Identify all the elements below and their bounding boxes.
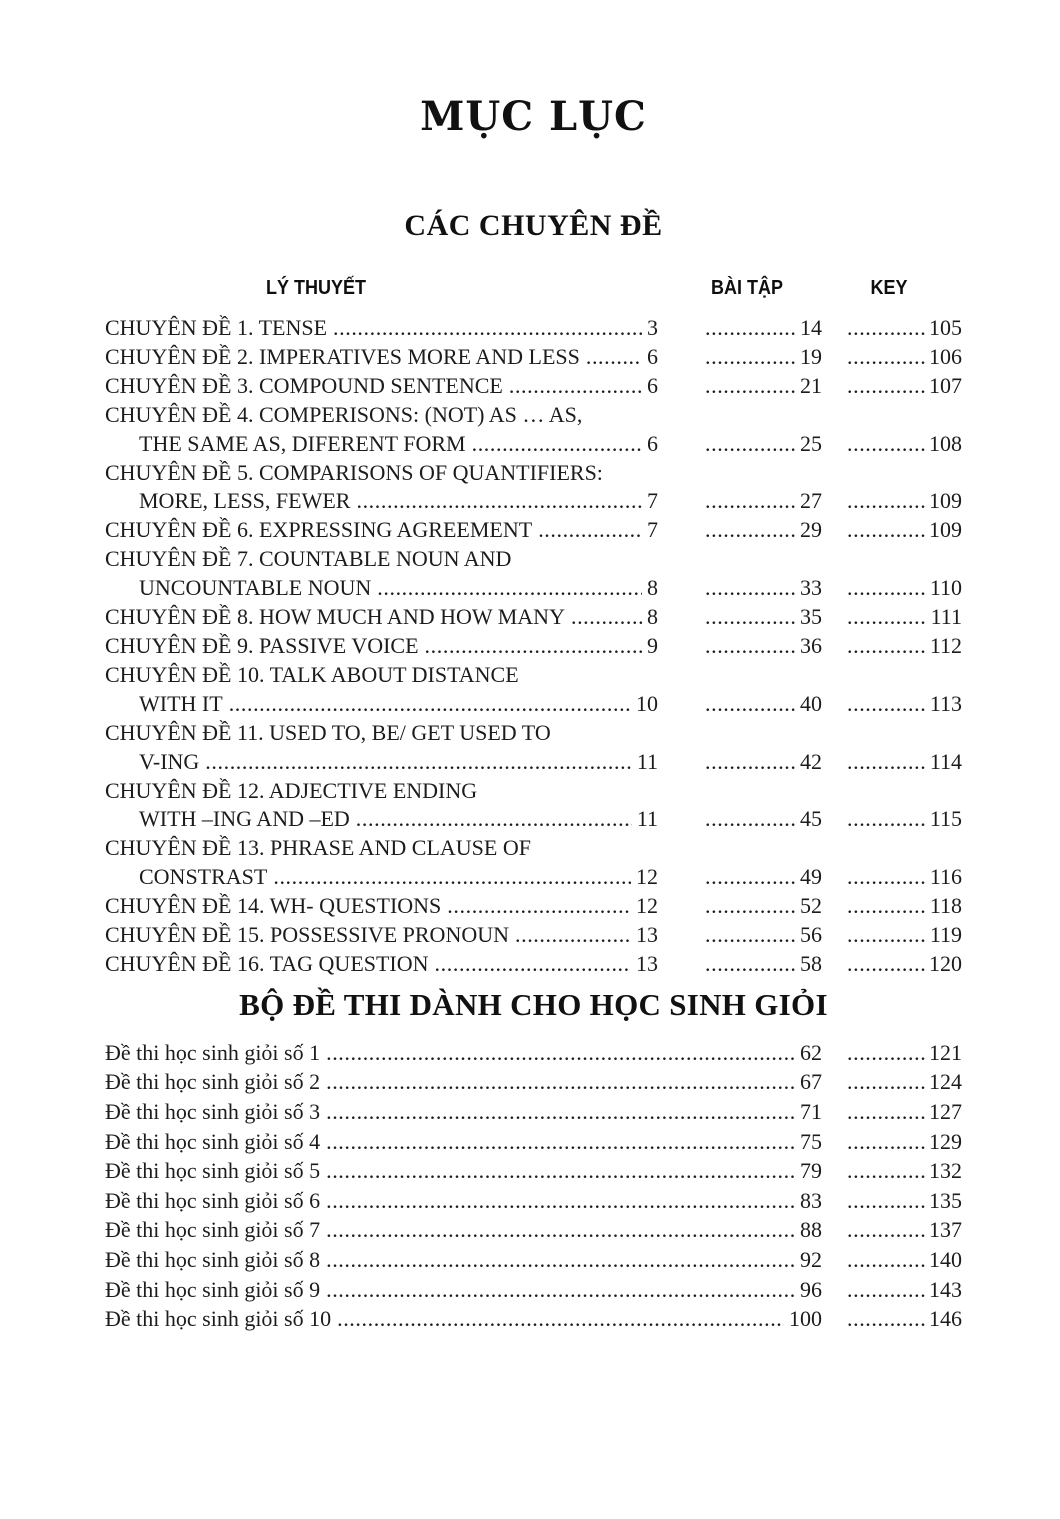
dot-leader (847, 1156, 925, 1186)
exam-page-number: 92 (800, 1247, 822, 1272)
dot-leader (847, 1097, 925, 1127)
exam-entry-text: Đề thi học sinh giỏi số 9 (105, 1276, 321, 1302)
column-header-ly-thuyet: LÝ THUYẾT (265, 277, 367, 299)
key-cell (847, 372, 962, 401)
dot-leader (705, 314, 796, 343)
exam-page-number: 62 (800, 1039, 822, 1065)
dot-leader (326, 1186, 795, 1216)
dot-leader (586, 343, 642, 372)
bai-tap-page-number: 29 (800, 517, 822, 543)
dot-leader (847, 314, 925, 343)
key-cell (847, 632, 962, 661)
dot-leader (847, 574, 926, 603)
key-page-number: 120 (929, 950, 962, 976)
dot-leader (847, 430, 925, 459)
dot-leader (847, 1127, 925, 1157)
dot-leader (571, 603, 642, 632)
toc-entry-title-line: CHUYÊN ĐỀ 12. ADJECTIVE ENDING (105, 777, 478, 803)
exam-entry-leader-line (105, 1275, 822, 1305)
bai-tap-page-number: 45 (800, 806, 822, 832)
key-cell (847, 1245, 962, 1275)
key-page-number: 115 (929, 806, 962, 832)
toc-entry-text: CHUYÊN ĐỀ 14. WH- QUESTIONS (105, 893, 442, 919)
exam-page-number: 83 (800, 1187, 822, 1213)
bai-tap-cell (705, 690, 822, 719)
key-page-number: 121 (929, 1039, 962, 1065)
toc-entry-leader-line (105, 690, 658, 719)
dot-leader (705, 748, 796, 777)
bai-tap-page-number: 40 (800, 690, 822, 716)
exam-page-number: 75 (800, 1128, 822, 1154)
dot-leader (435, 950, 631, 979)
bai-tap-cell (705, 892, 822, 921)
key-cell (847, 805, 962, 834)
dot-leader (425, 632, 642, 661)
dot-leader (705, 863, 796, 892)
toc-entry-leader-line (105, 574, 658, 603)
toc-entry-leader-line (105, 892, 658, 921)
toc-entry (105, 892, 962, 921)
bai-tap-page-number: 14 (800, 315, 822, 340)
toc-entry-text: CONSTRAST (139, 864, 268, 890)
dot-leader (705, 343, 796, 372)
bai-tap-cell (705, 603, 822, 632)
dot-leader (847, 1215, 925, 1245)
key-cell (847, 1097, 962, 1127)
section1-heading: CÁC CHUYÊN ĐỀ (404, 209, 663, 242)
toc-entry-text: WITH –ING AND –ED (139, 806, 350, 832)
ly-thuyet-page-number: 11 (636, 806, 658, 832)
dot-leader (205, 748, 632, 777)
toc-entry-leader-line (105, 632, 658, 661)
bai-tap-cell (705, 805, 822, 834)
exam-entry-text: Đề thi học sinh giỏi số 10 (105, 1306, 332, 1332)
key-page-number: 146 (929, 1306, 962, 1332)
dot-leader (847, 1304, 925, 1334)
key-cell (847, 314, 962, 343)
exam-entry-leader-line (105, 1304, 822, 1334)
dot-leader (356, 805, 632, 834)
toc-entry-text: CHUYÊN ĐỀ 3. COMPOUND SENTENCE (105, 372, 503, 398)
dot-leader (847, 1038, 925, 1068)
key-cell (847, 516, 962, 545)
key-cell (847, 1304, 962, 1334)
key-cell (847, 1038, 962, 1068)
dot-leader (705, 632, 796, 661)
toc-entry-main-cell (105, 950, 658, 979)
toc-entry-text: THE SAME AS, DIFERENT FORM (139, 430, 466, 456)
exam-entry (105, 1275, 962, 1305)
dot-leader (705, 892, 796, 921)
exam-entry-text: Đề thi học sinh giỏi số 5 (105, 1158, 321, 1184)
toc-entry-text: CHUYÊN ĐỀ 16. TAG QUESTION (105, 950, 429, 976)
bai-tap-page-number: 42 (800, 748, 822, 774)
exam-entry-leader-line (105, 1127, 822, 1157)
toc-entry-main-cell (105, 921, 658, 950)
key-cell (847, 690, 962, 719)
key-cell (847, 892, 962, 921)
dot-leader (847, 892, 926, 921)
toc-entry-text: V-ING (139, 748, 200, 774)
toc-entry-main-cell (105, 892, 658, 921)
key-cell (847, 574, 962, 603)
key-page-number: 127 (929, 1099, 962, 1125)
dot-leader (326, 1127, 795, 1157)
toc-entry-text: CHUYÊN ĐỀ 6. EXPRESSING AGREEMENT (105, 517, 533, 543)
key-page-number: 114 (929, 748, 962, 774)
dot-leader (847, 372, 925, 401)
key-cell (847, 1186, 962, 1216)
toc-entry-text: CHUYÊN ĐỀ 15. POSSESSIVE PRONOUN (105, 922, 509, 948)
toc-entry-main-cell (105, 632, 658, 661)
toc-entry-leader-line (105, 921, 658, 950)
dot-leader (705, 430, 796, 459)
exam-page-number: 88 (800, 1217, 822, 1243)
dot-leader (377, 574, 642, 603)
ly-thuyet-page-number: 8 (647, 575, 658, 601)
dot-leader (229, 690, 631, 719)
toc-entry-main-cell (105, 372, 658, 401)
dot-leader (538, 516, 642, 545)
ly-thuyet-page-number: 9 (647, 632, 658, 658)
exam-entry-main-cell (105, 1097, 822, 1127)
key-page-number: 124 (929, 1069, 962, 1095)
exam-entry-leader-line (105, 1186, 822, 1216)
exam-entry-main-cell (105, 1275, 822, 1305)
toc-entry-main-cell (105, 545, 658, 603)
bai-tap-page-number: 49 (800, 864, 822, 890)
exam-entry-leader-line (105, 1215, 822, 1245)
dot-leader (326, 1038, 795, 1068)
exam-entry (105, 1245, 962, 1275)
key-page-number: 135 (929, 1187, 962, 1213)
key-page-number: 129 (929, 1128, 962, 1154)
bai-tap-cell (705, 487, 822, 516)
toc-entry-title-line: CHUYÊN ĐỀ 11. USED TO, BE/ GET USED TO (105, 719, 551, 745)
dot-leader (847, 343, 925, 372)
ly-thuyet-page-number: 7 (647, 488, 658, 514)
de-thi-list (105, 1038, 962, 1334)
dot-leader (472, 430, 642, 459)
ly-thuyet-page-number: 8 (647, 604, 658, 630)
exam-entry-main-cell (105, 1067, 822, 1097)
key-page-number: 109 (929, 488, 962, 514)
toc-entry (105, 372, 962, 401)
exam-entry-leader-line (105, 1245, 822, 1275)
dot-leader (705, 805, 796, 834)
exam-entry-main-cell (105, 1127, 822, 1157)
toc-entry-leader-line (105, 430, 658, 459)
chuyen-de-list (105, 314, 962, 979)
exam-entry (105, 1304, 962, 1334)
dot-leader (326, 1067, 795, 1097)
toc-entry-title-line: CHUYÊN ĐỀ 7. COUNTABLE NOUN AND (105, 546, 512, 572)
toc-entry (105, 545, 962, 603)
page-title: MỤC LỤC (420, 93, 647, 140)
bai-tap-cell (705, 372, 822, 401)
key-page-number: 118 (929, 893, 962, 919)
dot-leader (847, 1245, 925, 1275)
dot-leader (326, 1097, 795, 1127)
key-page-number: 107 (929, 372, 962, 398)
toc-entry-main-cell (105, 343, 658, 372)
toc-entry-leader-line (105, 805, 658, 834)
toc-entry (105, 950, 962, 979)
toc-entry-main-cell (105, 719, 658, 777)
exam-entry (105, 1215, 962, 1245)
dot-leader (515, 921, 631, 950)
exam-entry-main-cell (105, 1304, 822, 1334)
dot-leader (847, 950, 925, 979)
exam-entry-text: Đề thi học sinh giỏi số 2 (105, 1069, 321, 1095)
dot-leader (326, 1245, 795, 1275)
dot-leader (705, 921, 796, 950)
toc-entry (105, 921, 962, 950)
toc-entry (105, 777, 962, 835)
ly-thuyet-page-number: 12 (636, 864, 658, 890)
dot-leader (326, 1156, 795, 1186)
bai-tap-cell (705, 516, 822, 545)
toc-entry-leader-line (105, 748, 658, 777)
toc-entry-title-line: CHUYÊN ĐỀ 4. COMPERISONS: (NOT) AS … AS, (105, 401, 583, 427)
toc-entry (105, 459, 962, 517)
dot-leader (273, 863, 631, 892)
toc-entry-text: CHUYÊN ĐỀ 8. HOW MUCH AND HOW MANY (105, 604, 565, 630)
bai-tap-cell (705, 950, 822, 979)
exam-entry-main-cell (105, 1215, 822, 1245)
dot-leader (705, 372, 796, 401)
dot-leader (847, 921, 926, 950)
key-cell (847, 1215, 962, 1245)
dot-leader (447, 892, 631, 921)
dot-leader (847, 516, 925, 545)
ly-thuyet-page-number: 6 (647, 372, 658, 398)
ly-thuyet-page-number: 3 (647, 315, 658, 340)
key-cell (847, 343, 962, 372)
bai-tap-page-number: 56 (800, 922, 822, 948)
key-page-number: 105 (929, 315, 962, 340)
toc-entry-title-line: CHUYÊN ĐỀ 10. TALK ABOUT DISTANCE (105, 661, 519, 687)
bai-tap-cell (705, 314, 822, 343)
toc-entry-leader-line (105, 314, 658, 343)
dot-leader (326, 1215, 795, 1245)
key-cell (847, 1067, 962, 1097)
exam-entry (105, 1156, 962, 1186)
toc-entry (105, 314, 962, 343)
bai-tap-page-number: 35 (800, 604, 822, 630)
bai-tap-page-number: 25 (800, 430, 822, 456)
exam-entry-main-cell (105, 1186, 822, 1216)
column-headers (105, 276, 962, 300)
bai-tap-page-number: 52 (800, 893, 822, 919)
dot-leader (705, 574, 796, 603)
toc-entry-main-cell (105, 401, 658, 459)
key-cell (847, 748, 962, 777)
key-page-number: 112 (929, 632, 962, 658)
toc-entry-leader-line (105, 950, 658, 979)
exam-entry-main-cell (105, 1038, 822, 1068)
exam-entry (105, 1038, 962, 1068)
toc-entry-title-line: CHUYÊN ĐỀ 13. PHRASE AND CLAUSE OF (105, 835, 531, 861)
column-header-key: KEY (870, 277, 908, 299)
ly-thuyet-page-number: 13 (636, 950, 658, 976)
ly-thuyet-page-number: 11 (636, 748, 658, 774)
dot-leader (356, 487, 642, 516)
toc-entry-leader-line (105, 863, 658, 892)
dot-leader (847, 748, 926, 777)
toc-entry (105, 603, 962, 632)
exam-entry-text: Đề thi học sinh giỏi số 7 (105, 1217, 321, 1243)
dot-leader (847, 603, 927, 632)
key-page-number: 106 (929, 343, 962, 369)
key-cell (847, 603, 962, 632)
bai-tap-cell (705, 748, 822, 777)
ly-thuyet-page-number: 6 (647, 343, 658, 369)
bai-tap-cell (705, 863, 822, 892)
bai-tap-cell (705, 430, 822, 459)
exam-entry-text: Đề thi học sinh giỏi số 6 (105, 1187, 321, 1213)
ly-thuyet-page-number: 7 (647, 517, 658, 543)
exam-entry-main-cell (105, 1245, 822, 1275)
key-page-number: 113 (929, 690, 962, 716)
key-cell (847, 1156, 962, 1186)
toc-entry-main-cell (105, 834, 658, 892)
key-cell (847, 487, 962, 516)
toc-entry (105, 834, 962, 892)
toc-entry-main-cell (105, 777, 658, 835)
exam-entry-text: Đề thi học sinh giỏi số 8 (105, 1247, 321, 1272)
exam-entry-text: Đề thi học sinh giỏi số 1 (105, 1039, 321, 1065)
key-page-number: 132 (929, 1158, 962, 1184)
dot-leader (705, 487, 796, 516)
section2-heading: BỘ ĐỀ THI DÀNH CHO HỌC SINH GIỎI (239, 986, 828, 1022)
exam-entry-main-cell (105, 1156, 822, 1186)
exam-page-number: 79 (800, 1158, 822, 1184)
toc-entry-leader-line (105, 372, 658, 401)
toc-entry-main-cell (105, 516, 658, 545)
dot-leader (847, 690, 926, 719)
dot-leader (847, 1275, 925, 1305)
bai-tap-page-number: 33 (800, 575, 822, 601)
toc-entry-text: MORE, LESS, FEWER (139, 488, 351, 514)
toc-entry (105, 661, 962, 719)
dot-leader (847, 863, 926, 892)
dot-leader (326, 1275, 795, 1305)
toc-entry-text: CHUYÊN ĐỀ 1. TENSE (105, 315, 328, 340)
exam-entry-text: Đề thi học sinh giỏi số 3 (105, 1099, 321, 1125)
key-cell (847, 430, 962, 459)
key-cell (847, 863, 962, 892)
toc-entry-leader-line (105, 603, 658, 632)
toc-content (105, 93, 962, 1334)
dot-leader (847, 632, 926, 661)
bai-tap-cell (705, 632, 822, 661)
dot-leader (705, 516, 796, 545)
bai-tap-cell (705, 921, 822, 950)
toc-entry-main-cell (105, 661, 658, 719)
bai-tap-cell (705, 343, 822, 372)
toc-entry-leader-line (105, 516, 658, 545)
key-page-number: 116 (929, 864, 962, 890)
ly-thuyet-page-number: 10 (636, 690, 658, 716)
dot-leader (337, 1304, 784, 1334)
toc-entry-main-cell (105, 459, 658, 517)
bai-tap-page-number: 21 (800, 372, 822, 398)
bai-tap-page-number: 19 (800, 343, 822, 369)
exam-entry (105, 1097, 962, 1127)
toc-entry-text: CHUYÊN ĐỀ 9. PASSIVE VOICE (105, 632, 419, 658)
toc-entry-text: UNCOUNTABLE NOUN (139, 575, 372, 601)
exam-page-number: 67 (800, 1069, 822, 1095)
ly-thuyet-page-number: 13 (636, 922, 658, 948)
bai-tap-cell (705, 574, 822, 603)
dot-leader (847, 1067, 925, 1097)
exam-entry (105, 1067, 962, 1097)
key-page-number: 143 (929, 1276, 962, 1302)
dot-leader (705, 690, 796, 719)
toc-entry (105, 343, 962, 372)
key-cell (847, 921, 962, 950)
toc-entry (105, 401, 962, 459)
exam-entry (105, 1127, 962, 1157)
key-page-number: 140 (929, 1247, 962, 1272)
key-page-number: 109 (929, 517, 962, 543)
toc-entry (105, 632, 962, 661)
toc-entry (105, 516, 962, 545)
ly-thuyet-page-number: 12 (636, 893, 658, 919)
key-cell (847, 950, 962, 979)
dot-leader (509, 372, 642, 401)
key-page-number: 137 (929, 1217, 962, 1243)
toc-entry (105, 719, 962, 777)
toc-entry-leader-line (105, 487, 658, 516)
toc-entry-text: CHUYÊN ĐỀ 2. IMPERATIVES MORE AND LESS (105, 343, 580, 369)
key-cell (847, 1127, 962, 1157)
exam-page-number: 100 (789, 1306, 822, 1332)
exam-entry-leader-line (105, 1067, 822, 1097)
exam-entry-leader-line (105, 1097, 822, 1127)
key-page-number: 108 (929, 430, 962, 456)
dot-leader (705, 603, 796, 632)
column-header-bai-tap: BÀI TẬP (711, 277, 783, 299)
exam-entry (105, 1186, 962, 1216)
exam-entry-leader-line (105, 1038, 822, 1068)
dot-leader (847, 805, 926, 834)
exam-page-number: 71 (800, 1099, 822, 1125)
exam-entry-leader-line (105, 1156, 822, 1186)
toc-entry-main-cell (105, 314, 658, 343)
key-cell (847, 1275, 962, 1305)
bai-tap-page-number: 58 (800, 950, 822, 976)
toc-entry-text: WITH IT (139, 690, 223, 716)
bai-tap-page-number: 36 (800, 632, 822, 658)
dot-leader (705, 950, 796, 979)
dot-leader (847, 487, 925, 516)
exam-entry-text: Đề thi học sinh giỏi số 4 (105, 1128, 321, 1154)
key-page-number: 119 (929, 922, 962, 948)
dot-leader (847, 1186, 925, 1216)
toc-entry-main-cell (105, 603, 658, 632)
toc-entry-title-line: CHUYÊN ĐỀ 5. COMPARISONS OF QUANTIFIERS: (105, 459, 603, 485)
key-page-number: 110 (929, 575, 962, 601)
key-page-number: 111 (930, 604, 962, 630)
exam-page-number: 96 (800, 1276, 822, 1302)
dot-leader (333, 314, 642, 343)
ly-thuyet-page-number: 6 (647, 430, 658, 456)
bai-tap-page-number: 27 (800, 488, 822, 514)
toc-entry-leader-line (105, 343, 658, 372)
